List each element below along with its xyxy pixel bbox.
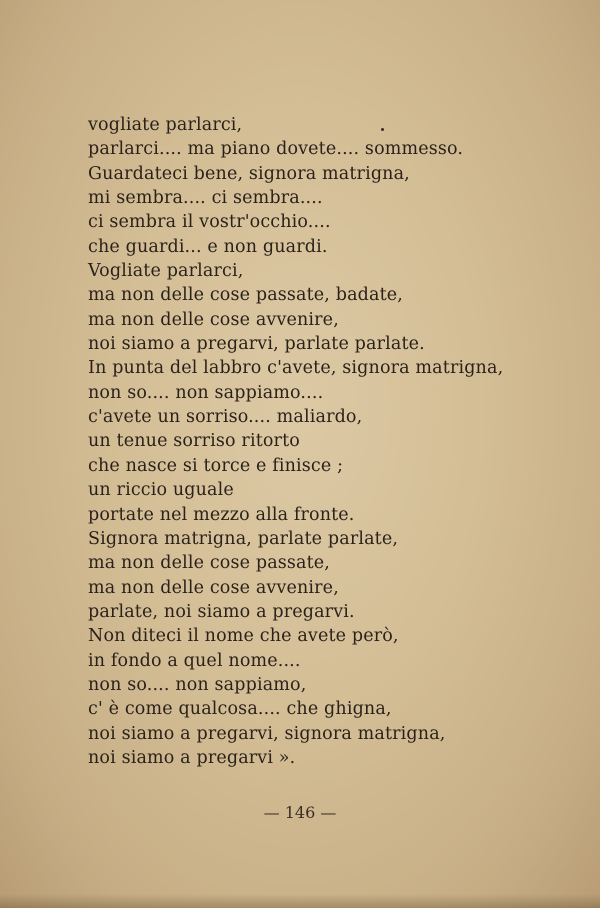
poem-line: un riccio uguale [88,480,234,501]
poem-line: Guardateci bene, signora matrigna, [88,163,410,184]
poem-line: parlate, noi siamo a pregarvi. [88,601,355,622]
poem-line: che nasce si torce e finisce ; [88,455,344,476]
poem-line: ma non delle cose avvenire, [88,309,339,330]
poem-line: che guardi... e non guardi. [88,236,328,257]
poem-line: vogliate parlarci, [88,115,243,135]
poem-line: In punta del labbro c'avete, signora matrigna, [88,358,504,379]
poem-line: noi siamo a pregarvi, signora matrigna, [88,723,446,744]
poem-line: ma non delle cose avvenire, [88,577,339,598]
poem-line: Vogliate parlarci, [88,261,244,282]
poem-line: in fondo a quel nome.... [88,650,301,671]
poem-line: noi siamo a pregarvi ». [88,747,296,768]
poem-text [88,113,528,770]
poem-line: portate nel mezzo alla fronte. [88,504,355,525]
poem-line: noi siamo a pregarvi, parlate parlate. [88,334,425,355]
poem-line: un tenue sorriso ritorto [88,431,300,452]
poem-line: Non diteci il nome che avete però, [88,626,399,647]
poem-line: non so.... non sappiamo.... [88,382,324,403]
poem-line: c'avete un sorriso.... maliardo, [88,407,363,428]
poem-line: Signora matrigna, parlate parlate, [88,528,399,549]
poem-line: ma non delle cose passate, [88,553,331,574]
poem-line: ma non delle cose passate, badate, [88,285,404,306]
poem-line: parlarci.... ma piano dovete.... sommesso. [88,139,464,160]
page-number: — 146 — [263,803,337,822]
poem-line: mi sembra.... ci sembra.... [88,188,323,209]
poem-line: c' è come qualcosa.... che ghigna, [88,699,392,720]
poem-line: non so.... non sappiamo, [88,674,307,695]
poem-line: ci sembra il vostr'occhio.... [88,212,331,233]
